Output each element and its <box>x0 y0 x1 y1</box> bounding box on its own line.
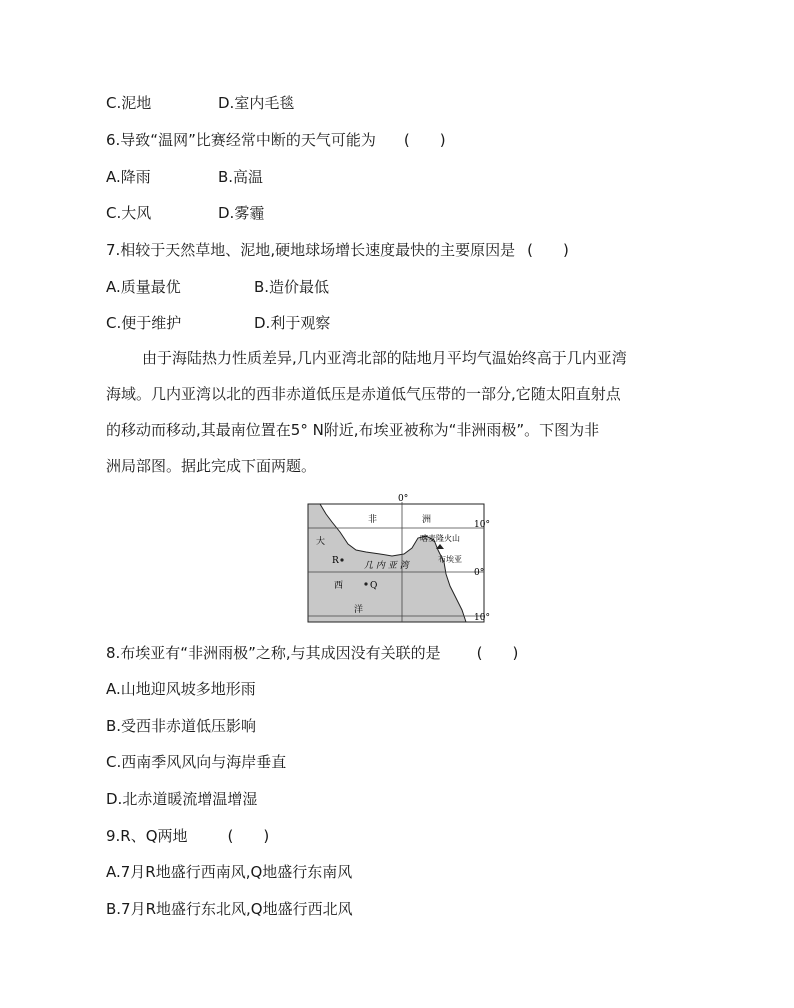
ocean-char-2: 西 <box>334 581 344 591</box>
q8-option-a: A.山地迎风坡多地形雨 <box>106 680 256 698</box>
q6-option-c: C.大风 <box>106 204 152 222</box>
continent-char-1: 非 <box>368 515 378 525</box>
q5-option-d: D.室内毛毯 <box>218 94 295 112</box>
point-q-label: Q <box>370 581 378 591</box>
passage-line-2: 海域。几内亚湾以北的西非赤道低压是赤道低气压带的一部分,它随太阳直射点 <box>106 385 621 403</box>
gulf-of-guinea-label: 几 内 亚 湾 <box>364 561 409 571</box>
point-r-label: R <box>332 556 339 566</box>
ocean-char-1: 大 <box>316 537 326 547</box>
reading-passage <box>106 340 686 484</box>
q9-answer-paren: ( ) <box>227 827 270 845</box>
point-r-marker <box>340 558 343 561</box>
lat-label-10n: 10° <box>474 520 490 530</box>
q8-stem-text: 8.布埃亚有“非洲雨极”之称,与其成因没有关联的是 <box>106 644 441 662</box>
q8-answer-paren: ( ) <box>476 644 519 662</box>
q8-option-c: C.西南季风风向与海岸垂直 <box>106 753 287 771</box>
mountain-label: 喀麦隆火山 <box>420 534 460 543</box>
ocean-char-3: 洋 <box>354 605 364 615</box>
city-label: 布埃亚 <box>438 555 462 564</box>
passage-line-3: 的移动而移动,其最南位置在5° N附近,布埃亚被称为“非洲雨极”。下图为非 <box>106 421 600 439</box>
lat-label-10s: 10° <box>474 613 490 623</box>
q6-answer-paren: ( ) <box>403 131 446 149</box>
q9-option-b: B.7月R地盛行东北风,Q地盛行西北风 <box>106 900 353 918</box>
q7-answer-paren: ( ) <box>527 241 569 259</box>
q7-option-b: B.造价最低 <box>254 278 330 296</box>
q8-option-b: B.受西非赤道低压影响 <box>106 717 257 735</box>
q9-stem-text: 9.R、Q两地 <box>106 827 188 845</box>
q6-option-d: D.雾霾 <box>218 204 265 222</box>
q9-stem <box>106 826 269 846</box>
q7-stem-text: 7.相较于天然草地、泥地,硬地球场增长速度最快的主要原因是 <box>106 241 516 259</box>
lon-label-0: 0° <box>398 494 409 504</box>
lat-label-0: 0° <box>474 568 485 578</box>
q8-stem <box>106 643 518 663</box>
q6-stem-text: 6.导致“温网”比赛经常中断的天气可能为 <box>106 131 376 149</box>
q7-option-c: C.便于维护 <box>106 314 182 332</box>
q6-option-b: B.高温 <box>218 168 264 186</box>
q6-option-a: A.降雨 <box>106 168 151 186</box>
q7-option-a: A.质量最优 <box>106 278 181 296</box>
q8-option-d: D.北赤道暖流增温增湿 <box>106 790 258 808</box>
point-q-marker <box>364 582 367 585</box>
continent-char-2: 洲 <box>422 515 432 525</box>
passage-line-1: 由于海陆热力性质差异,几内亚湾北部的陆地月平均气温始终高于几内亚湾 <box>142 349 627 367</box>
q5-option-c: C.泥地 <box>106 94 152 112</box>
q7-stem <box>106 240 569 260</box>
passage-line-4: 洲局部图。据此完成下面两题。 <box>106 457 317 475</box>
q7-option-d: D.利于观察 <box>254 314 331 332</box>
q9-option-a: A.7月R地盛行西南风,Q地盛行东南风 <box>106 863 353 881</box>
africa-gulf-of-guinea-map <box>296 494 496 626</box>
q6-stem <box>106 130 446 150</box>
